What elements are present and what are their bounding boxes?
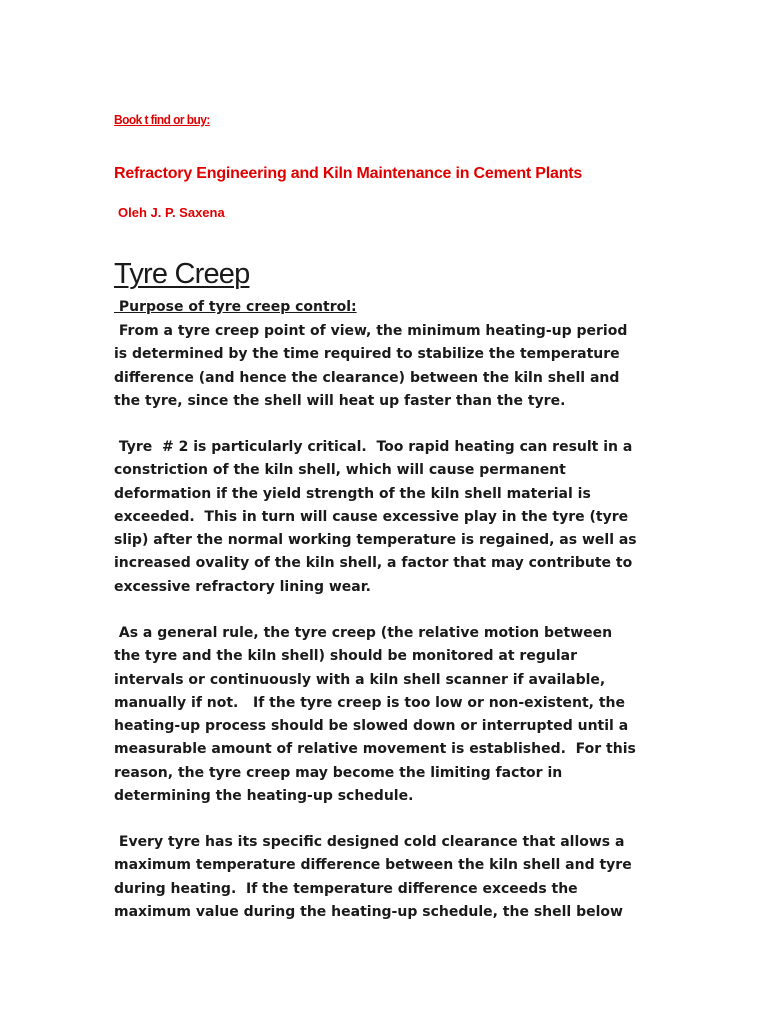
- text-line: is determined by the time required to stabilize the temperature: [114, 346, 620, 363]
- paragraph-3: [114, 622, 674, 808]
- section-heading: Tyre Creep: [114, 258, 250, 290]
- text-line: deformation if the yield strength of the kiln shell material is: [114, 485, 591, 502]
- text-line: manually if not. If the tyre creep is too low or non-existent, the: [114, 694, 626, 711]
- text-line: during heating. If the temperature difference exceeds the: [114, 880, 578, 897]
- paragraph-4: [114, 831, 674, 924]
- text-line: measurable amount of relative movement is established. For this: [114, 741, 636, 758]
- text-line: Every tyre has its specific designed cold clearance that allows a: [114, 834, 625, 850]
- text-line: the tyre, since the shell will heat up faster than the tyre.: [114, 392, 566, 409]
- book-title: Refractory Engineering and Kiln Maintenance in Cement Plants: [114, 165, 583, 182]
- text-line: maximum value during the heating-up schedule, the shell below: [114, 903, 623, 920]
- book-author: Oleh J. P. Saxena: [118, 205, 225, 220]
- text-line: constriction of the kiln shell, which will cause permanent: [114, 462, 566, 479]
- book-find-link[interactable]: Book t find or buy:: [114, 112, 210, 127]
- text-line: determining the heating-up schedule.: [114, 788, 414, 805]
- text-line: difference (and hence the clearance) between the kiln shell and: [114, 369, 620, 386]
- text-line: excessive refractory lining wear.: [114, 578, 371, 595]
- text-line: From a tyre creep point of view, the minimum heating-up period: [114, 323, 628, 339]
- text-line: heating-up process should be slowed down or interrupted until a: [114, 718, 629, 735]
- text-line: Tyre # 2 is particularly critical. Too rapid heating can result in a: [114, 439, 633, 455]
- text-line: the tyre and the kiln shell) should be monitored at regular: [114, 648, 577, 665]
- text-line: intervals or continuously with a kiln shell scanner if available,: [114, 671, 606, 688]
- text-line: exceeded. This in turn will cause excessive play in the tyre (tyre: [114, 508, 629, 525]
- text-line: increased ovality of the kiln shell, a factor that may contribute to: [114, 555, 633, 572]
- paragraph-2: [114, 436, 674, 599]
- text-line: maximum temperature difference between the kiln shell and tyre: [114, 857, 632, 874]
- text-line: slip) after the normal working temperature is regained, as well as: [114, 532, 637, 549]
- paragraph-1: [114, 320, 674, 413]
- text-line: As a general rule, the tyre creep (the relative motion between: [114, 625, 613, 641]
- text-line: reason, the tyre creep may become the limiting factor in: [114, 764, 563, 781]
- section-subheading: Purpose of tyre creep control:: [114, 299, 357, 315]
